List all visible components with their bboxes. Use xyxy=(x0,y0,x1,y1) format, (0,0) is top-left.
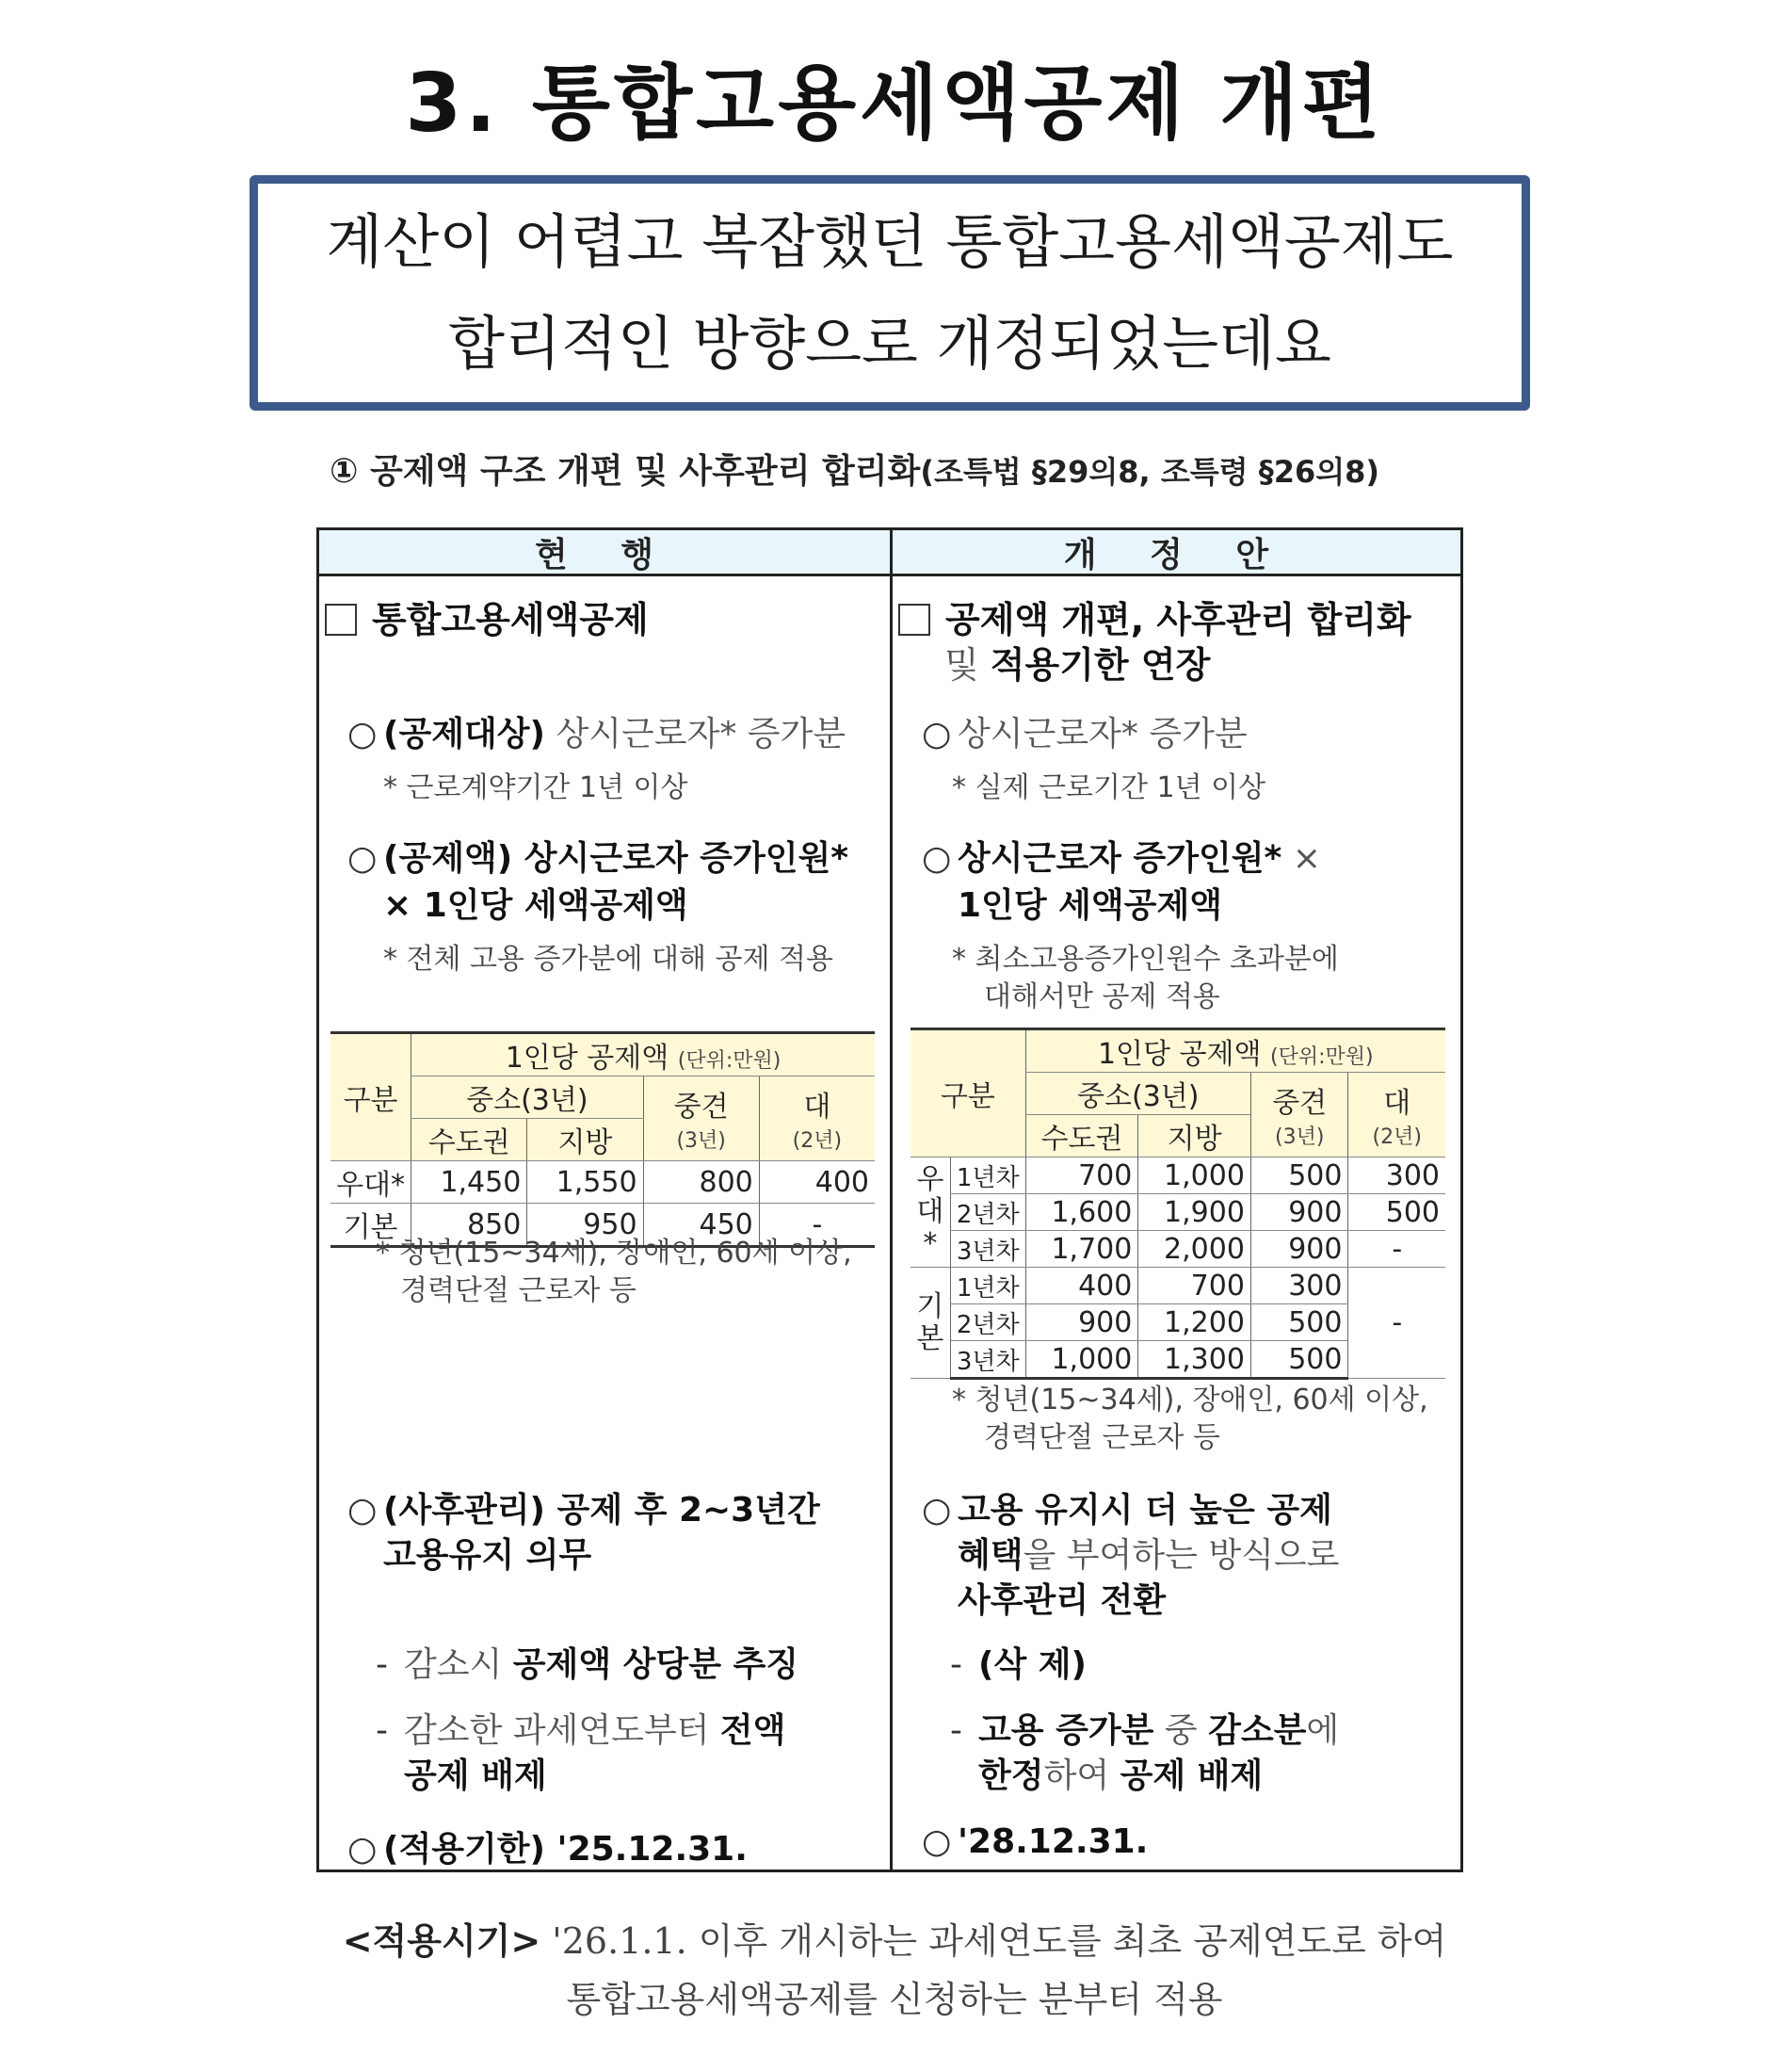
current-h-title xyxy=(411,1033,875,1076)
cell-capital: 900 xyxy=(1025,1304,1138,1341)
current-column-header: 현 행 xyxy=(319,530,890,576)
proposal-h-local: 지방 xyxy=(1138,1115,1251,1157)
current-after-text-2: 고용유지 의무 xyxy=(383,1536,592,1575)
section-heading-ref: (조특법 §29의8, 조특령 §26의8) xyxy=(920,454,1380,490)
cell-large: - xyxy=(1348,1231,1445,1268)
current-amount-text-2: × 1인당 세액공제액 xyxy=(383,886,688,925)
proposal-amount-text-2: 1인당 세액공제액 xyxy=(958,886,1223,925)
cell-mid: 900 xyxy=(1250,1231,1348,1268)
cell-capital: 400 xyxy=(1025,1268,1138,1304)
current-deadline-value: '25.12.31. xyxy=(545,1830,748,1869)
group-label-basic: 기본 xyxy=(911,1268,950,1379)
cell-capital: 1,600 xyxy=(1025,1194,1138,1231)
proposal-h-unit: (단위:만원) xyxy=(1270,1045,1374,1069)
circle-bullet-icon: ○ xyxy=(922,715,952,753)
proposal-box-title-text: 공제액 개편, 사후관리 합리화 xyxy=(945,599,1411,640)
row-year: 1년차 xyxy=(950,1157,1025,1194)
row-year: 3년차 xyxy=(950,1231,1025,1268)
circle-bullet-icon: ○ xyxy=(922,1491,952,1530)
cell-local: 1,550 xyxy=(527,1161,643,1204)
cell-large: - xyxy=(759,1204,875,1247)
proposal-target-item xyxy=(922,707,1248,755)
table-row xyxy=(330,1161,875,1204)
cell-local: 1,200 xyxy=(1138,1304,1251,1341)
proposal-dash-1-text: (삭 제) xyxy=(978,1645,1087,1684)
row-label: 우대* xyxy=(330,1161,411,1204)
cell-local: 950 xyxy=(527,1204,643,1247)
row-year: 2년차 xyxy=(950,1304,1025,1341)
table-row xyxy=(911,1268,1445,1304)
current-h-small: 중소(3년) xyxy=(411,1076,643,1119)
effective-date-footer xyxy=(0,1912,1789,2029)
proposal-h-gubun: 구분 xyxy=(911,1029,1025,1157)
proposal-box-title-2-bold: 적용기한 연장 xyxy=(990,644,1211,686)
proposal-h-large-text: 대 xyxy=(1383,1087,1411,1120)
current-dash-1 xyxy=(376,1638,798,1686)
cell-capital: 1,450 xyxy=(411,1161,527,1204)
footer-line-2: 통합고용세액공제를 신청하는 분부터 적용 xyxy=(566,1979,1223,2020)
proposal-dash-2-bold-4: 공제 배제 xyxy=(1120,1756,1264,1795)
proposal-amount-item xyxy=(922,832,1321,880)
current-target-label: (공제대상) xyxy=(383,715,546,753)
proposal-h-small: 중소(3년) xyxy=(1025,1073,1250,1115)
row-year: 3년차 xyxy=(950,1341,1025,1379)
current-target-item xyxy=(347,707,846,755)
proposal-after-item xyxy=(922,1483,1332,1531)
proposal-table-note-2: 경력단절 근로자 등 xyxy=(984,1421,1220,1454)
intro-box xyxy=(250,175,1530,411)
current-amount-item xyxy=(347,832,848,880)
dash-bullet: - xyxy=(950,1711,962,1750)
proposal-h-large-sub: (2년) xyxy=(1372,1125,1422,1149)
circle-bullet-icon: ○ xyxy=(347,715,378,753)
current-h-local: 지방 xyxy=(527,1119,643,1161)
current-h-mid-text: 중견 xyxy=(673,1091,729,1124)
current-box-title xyxy=(325,591,649,642)
current-dash-2-line-2: 공제 배제 xyxy=(404,1756,547,1795)
cell-local: 2,000 xyxy=(1138,1231,1251,1268)
cell-mid: 450 xyxy=(643,1204,759,1247)
proposal-h-capital: 수도권 xyxy=(1025,1115,1138,1157)
circle-bullet-icon: ○ xyxy=(922,839,952,878)
proposal-dash-2-bold-1: 고용 증가분 xyxy=(978,1711,1154,1750)
checkbox-icon xyxy=(325,604,357,636)
proposal-after-line-3: 사후관리 전환 xyxy=(958,1581,1167,1620)
proposal-amount-times: × xyxy=(1281,839,1321,878)
proposal-deadline-item xyxy=(922,1822,1148,1861)
cell-capital: 700 xyxy=(1025,1157,1138,1194)
current-amount-table xyxy=(330,1031,875,1248)
proposal-dash-2 xyxy=(950,1704,1339,1752)
proposal-dash-2-bold-2: 감소분 xyxy=(1208,1711,1307,1750)
dash-bullet: - xyxy=(376,1711,388,1750)
current-dash-2 xyxy=(376,1704,785,1752)
current-h-large xyxy=(759,1076,875,1161)
footer-text-1: '26.1.1. 이후 개시하는 과세연도를 최초 공제연도로 하여 xyxy=(540,1920,1447,1962)
cell-large: 500 xyxy=(1348,1194,1445,1231)
current-h-title-text: 1인당 공제액 xyxy=(505,1042,669,1075)
current-deadline-label: (적용기한) xyxy=(383,1830,546,1869)
current-amount-text: 상시근로자 증가인원* xyxy=(512,839,849,878)
proposal-dash-2-plain-3: 하여 xyxy=(1043,1756,1120,1795)
current-h-large-text: 대 xyxy=(803,1091,831,1124)
proposal-dash-2-bold-3: 한정 xyxy=(978,1756,1044,1795)
proposal-box-title xyxy=(898,591,1411,642)
current-h-large-sub: (2년) xyxy=(792,1129,843,1153)
current-target-note: * 근로계약기간 1년 이상 xyxy=(383,771,688,804)
proposal-h-large xyxy=(1348,1073,1445,1157)
section-number: ① xyxy=(330,452,359,491)
current-h-capital: 수도권 xyxy=(411,1119,527,1161)
comparison-table xyxy=(316,527,1463,1872)
table-row xyxy=(911,1194,1445,1231)
current-h-mid xyxy=(643,1076,759,1161)
current-box-title-text: 통합고용세액공제 xyxy=(372,599,649,640)
current-dash-1-bold: 공제액 상당분 추징 xyxy=(512,1645,799,1684)
cell-mid: 500 xyxy=(1250,1157,1348,1194)
footer-line-1 xyxy=(0,1912,1789,1970)
dash-bullet: - xyxy=(376,1645,388,1684)
proposal-dash-2-line-2 xyxy=(978,1749,1263,1797)
checkbox-icon xyxy=(898,604,930,636)
section-heading xyxy=(330,445,1379,493)
current-dash-1-plain: 감소시 xyxy=(404,1645,513,1684)
proposal-box-title-2-plain: 및 xyxy=(944,644,991,686)
current-after-label: (사후관리) xyxy=(383,1491,546,1530)
proposal-after-line-2 xyxy=(958,1529,1339,1577)
row-year: 1년차 xyxy=(950,1268,1025,1304)
intro-line-2: 합리적인 방향으로 개정되었는데요 xyxy=(448,309,1331,378)
proposal-h-title-text: 1인당 공제액 xyxy=(1097,1038,1262,1071)
proposal-dash-2-plain-2: 에 xyxy=(1306,1711,1340,1750)
cell-large-basic: - xyxy=(1348,1268,1445,1379)
proposal-amount-note-2: 대해서만 공제 적용 xyxy=(984,980,1220,1013)
proposal-after-plain-2: 을 부여하는 방식으로 xyxy=(1023,1536,1340,1575)
circle-bullet-icon: ○ xyxy=(922,1822,952,1861)
cell-large: 400 xyxy=(759,1161,875,1204)
table-row xyxy=(911,1231,1445,1268)
table-row xyxy=(911,1157,1445,1194)
current-amount-label: (공제액) xyxy=(383,839,513,878)
dash-bullet: - xyxy=(950,1645,962,1684)
proposal-target-text: 상시근로자* 증가분 xyxy=(958,715,1248,753)
proposal-after-text-1: 고용 유지시 더 높은 공제 xyxy=(958,1491,1332,1530)
cell-capital: 850 xyxy=(411,1204,527,1247)
current-h-gubun: 구분 xyxy=(330,1033,411,1161)
cell-local: 700 xyxy=(1138,1268,1251,1304)
current-amount-note: * 전체 고용 증가분에 대해 공제 적용 xyxy=(383,943,833,976)
proposal-h-title xyxy=(1025,1029,1445,1073)
circle-bullet-icon: ○ xyxy=(347,1491,378,1530)
cell-large: 300 xyxy=(1348,1157,1445,1194)
proposal-target-note: * 실제 근로기간 1년 이상 xyxy=(952,771,1266,804)
proposal-column-header: 개 정 안 xyxy=(893,530,1460,576)
cell-mid: 300 xyxy=(1250,1268,1348,1304)
cell-capital: 1,700 xyxy=(1025,1231,1138,1268)
proposal-amount-note-1: * 최소고용증가인원수 초과분에 xyxy=(952,943,1339,976)
proposal-dash-2-plain-1: 중 xyxy=(1153,1711,1209,1750)
proposal-h-mid-sub: (3년) xyxy=(1274,1125,1325,1149)
section-heading-text: 공제액 구조 개편 및 사후관리 합리화 xyxy=(370,452,921,491)
current-h-mid-sub: (3년) xyxy=(676,1129,726,1153)
cell-mid: 500 xyxy=(1250,1341,1348,1379)
cell-local: 1,900 xyxy=(1138,1194,1251,1231)
cell-capital: 1,000 xyxy=(1025,1341,1138,1379)
cell-local: 1,000 xyxy=(1138,1157,1251,1194)
proposal-box-title-2 xyxy=(944,636,1210,688)
proposal-deadline-value: '28.12.31. xyxy=(958,1822,1149,1861)
cell-mid: 900 xyxy=(1250,1194,1348,1231)
cell-mid: 500 xyxy=(1250,1304,1348,1341)
current-after-item xyxy=(347,1483,820,1531)
current-table-note-2: 경력단절 근로자 등 xyxy=(400,1274,637,1307)
footer-label: <적용시기> xyxy=(342,1920,541,1962)
current-after-text: 공제 후 2~3년간 xyxy=(545,1491,820,1530)
current-dash-2-bold: 전액 xyxy=(719,1711,786,1750)
current-h-unit: (단위:만원) xyxy=(677,1049,782,1073)
page-title: 3. 통합고용세액공제 개편 xyxy=(405,57,1384,151)
column-divider xyxy=(890,530,893,1870)
circle-bullet-icon: ○ xyxy=(347,839,378,878)
intro-line-1: 계산이 어렵고 복잡했던 통합고용세액공제도 xyxy=(326,207,1454,276)
proposal-h-mid-text: 중견 xyxy=(1272,1087,1328,1120)
row-label: 기본 xyxy=(330,1204,411,1247)
proposal-dash-1 xyxy=(950,1638,1087,1686)
cell-mid: 800 xyxy=(643,1161,759,1204)
current-table-note-1: * 청년(15~34세), 장애인, 60세 이상, xyxy=(376,1237,852,1270)
current-deadline-item xyxy=(347,1822,748,1870)
group-label-preferential: 우대* xyxy=(911,1157,950,1268)
proposal-after-bold-2: 혜택 xyxy=(958,1536,1023,1575)
current-dash-2-plain: 감소한 과세연도부터 xyxy=(404,1711,720,1750)
circle-bullet-icon: ○ xyxy=(347,1830,378,1869)
proposal-amount-table xyxy=(911,1028,1445,1380)
row-year: 2년차 xyxy=(950,1194,1025,1231)
proposal-amount-text: 상시근로자 증가인원* xyxy=(958,839,1282,878)
current-target-text: 상시근로자* 증가분 xyxy=(545,715,846,753)
proposal-h-mid xyxy=(1250,1073,1348,1157)
proposal-table-note-1: * 청년(15~34세), 장애인, 60세 이상, xyxy=(952,1384,1428,1416)
cell-local: 1,300 xyxy=(1138,1341,1251,1379)
